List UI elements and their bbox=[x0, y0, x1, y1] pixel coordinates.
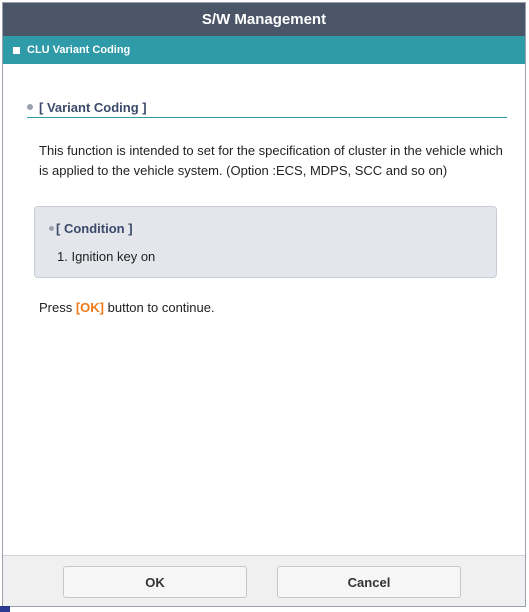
condition-title: [ Condition ] bbox=[56, 221, 133, 236]
condition-box bbox=[34, 206, 497, 278]
instruction-highlight: [OK] bbox=[75, 300, 105, 315]
condition-item: 1. Ignition key on bbox=[57, 249, 156, 264]
cancel-button[interactable]: Cancel bbox=[277, 566, 461, 598]
section-title: [ Variant Coding ] bbox=[39, 99, 147, 115]
bullet-icon bbox=[49, 226, 54, 231]
corner-marker bbox=[0, 606, 10, 612]
subheader-label: CLU Variant Coding bbox=[27, 44, 131, 56]
condition-header bbox=[49, 221, 133, 236]
button-bar bbox=[3, 555, 525, 606]
description-text: This function is intended to set for the specification of cluster in the vehicle which is applied to the vehicle system. (Option :ECS, MDPS, SCC and so on) bbox=[39, 143, 503, 178]
instruction-text bbox=[39, 300, 215, 315]
dialog-window bbox=[2, 2, 526, 607]
bullet-icon bbox=[27, 104, 33, 110]
ok-button[interactable]: OK bbox=[63, 566, 247, 598]
window-title: S/W Management bbox=[3, 3, 525, 36]
instruction-prefix: Press bbox=[39, 300, 76, 315]
section-header bbox=[27, 97, 507, 118]
square-icon bbox=[13, 47, 20, 54]
instruction-suffix: button to continue. bbox=[104, 300, 215, 315]
subheader-bar bbox=[3, 36, 525, 64]
